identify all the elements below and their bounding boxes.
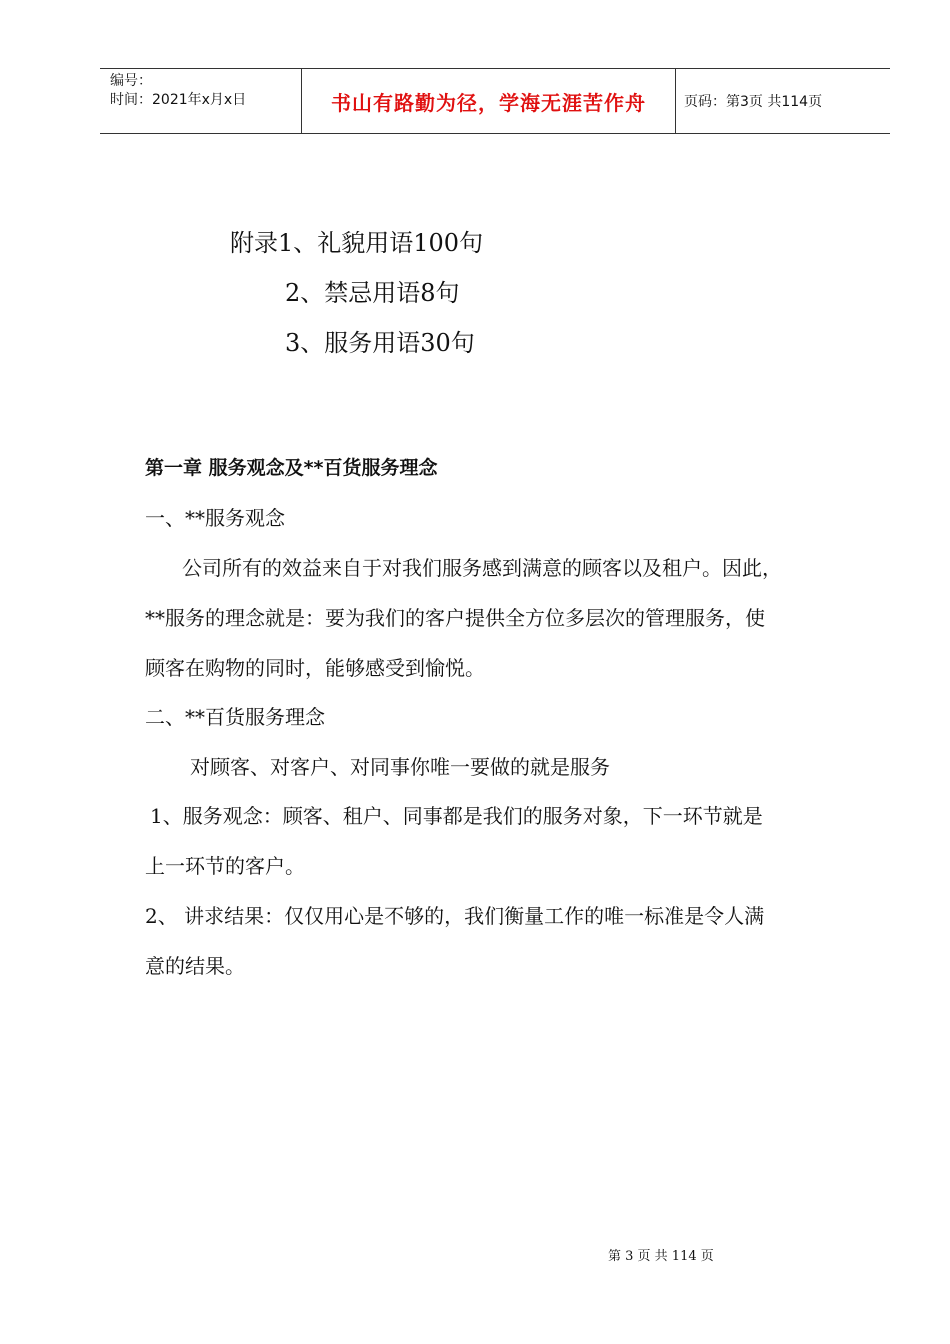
- header-motto: 书山有路勤为径，学海无涯苦作舟: [302, 69, 676, 133]
- header-page-info: 页码：第3页 共114页: [684, 94, 823, 110]
- paragraph-2: 对顾客、对客户、对同事你唯一要做的就是服务: [190, 755, 610, 779]
- chapter-title: 第一章 服务观念及**百货服务理念: [145, 457, 438, 479]
- item-2-line-1: 2、 讲求结果：仅仅用心是不够的，我们衡量工作的唯一标准是令人满: [145, 904, 765, 928]
- header-time-label: 时间：2021年x月x日: [110, 92, 247, 108]
- paragraph-1-line-1: 公司所有的效益来自于对我们服务感到满意的顾客以及租户。因此，: [182, 556, 782, 580]
- header-meta: [100, 69, 302, 133]
- section-1-title: 一、**服务观念: [145, 506, 285, 530]
- item-1-line-1: 1、服务观念：顾客、租户、同事都是我们的服务对象，下一环节就是: [150, 804, 763, 828]
- document-header: [100, 68, 890, 134]
- paragraph-1-line-2: **服务的理念就是：要为我们的客户提供全方位多层次的管理服务，使: [145, 606, 765, 630]
- item-2-line-2: 意的结果。: [145, 954, 245, 978]
- item-1-line-2: 上一环节的客户。: [145, 854, 305, 878]
- appendix-line-1: 附录1、礼貌用语100句: [230, 229, 484, 257]
- section-2-title: 二、**百货服务理念: [145, 705, 325, 729]
- paragraph-1-line-3: 顾客在购物的同时，能够感受到愉悦。: [145, 656, 485, 680]
- appendix-line-2: 2、禁忌用语8句: [285, 279, 460, 307]
- appendix-line-3: 3、服务用语30句: [285, 329, 475, 357]
- page-footer: 第 3 页 共 114 页: [608, 1249, 714, 1264]
- header-number-label: 编号：: [110, 73, 152, 89]
